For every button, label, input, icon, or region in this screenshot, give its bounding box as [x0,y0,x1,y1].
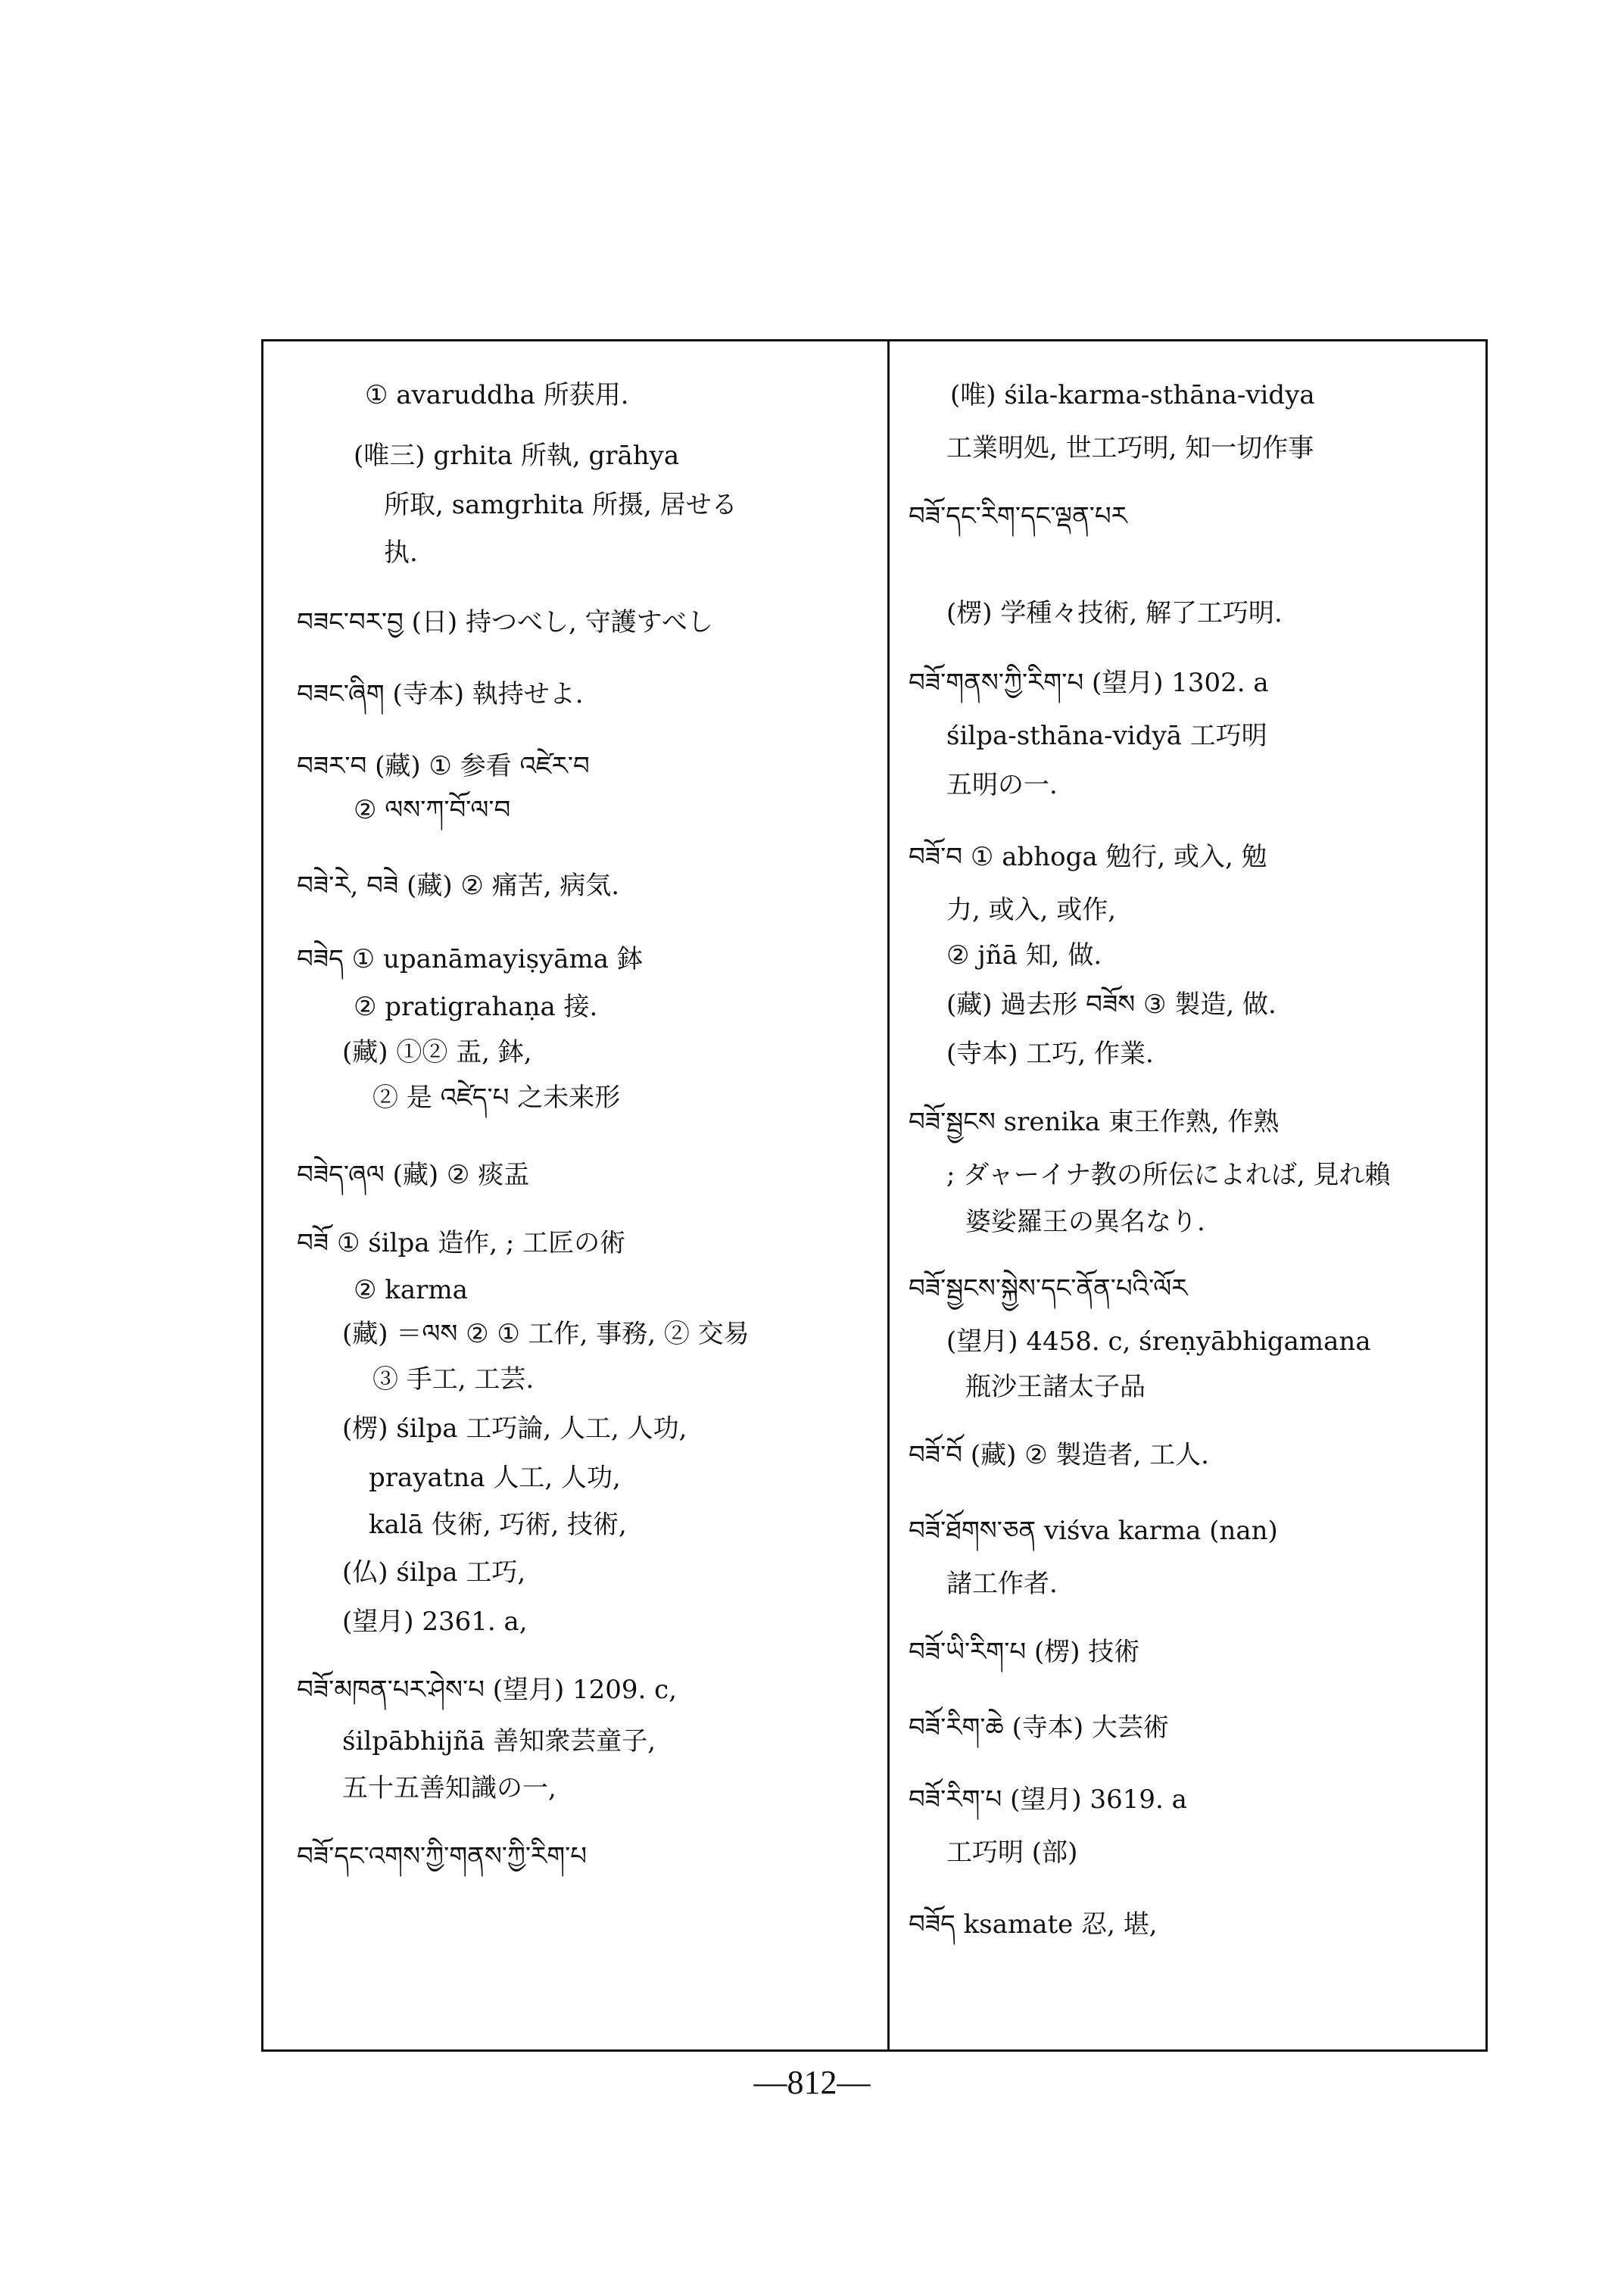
entry-line: (藏) ＝ལས ② ① 工作, 事務, ② 交易 [342,1319,750,1349]
entry-line: བཟོ་རིག་ཆེ (寺本) 大芸術 [909,1713,1169,1743]
page-number: —812— [753,2064,871,2101]
entry-line: བཟེ་རེ, བཟེ (藏) ② 痛苦, 病気. [297,871,620,901]
entry-line: བཟོ་རིག་པ (望月) 3619. a [909,1784,1187,1815]
entry-line: 五明の一. [946,770,1058,800]
entry-line: བཟེད་ཞལ (藏) ② 痰盂 [297,1160,530,1190]
entry-line: བཟོ་སྦྱངས srenika 東王作熟, 作熟 [909,1107,1280,1137]
entry-line: བཟང་ཞིག (寺本) 執持せよ. [297,679,584,709]
entry-line: 工巧明 (部) [946,1837,1078,1868]
entry-line: 婆娑羅王の異名なり. [965,1207,1205,1237]
entry-line: (藏) ①② 盂, 鉢, [342,1037,532,1068]
entry-line: ② pratigrahaṇa 接. [354,992,598,1022]
entry-line: བཟོ་གནས་ཀྱི་རིག་པ (望月) 1302. a [909,668,1269,698]
entry-line: ③ 手工, 工芸. [372,1364,535,1395]
entry-line: ② jñā 知, 做. [946,940,1102,971]
entry-line: 五十五善知識の一, [342,1773,556,1803]
entry-line: བཟོ་ཡི་རིག་པ (楞) 技術 [909,1637,1140,1667]
entry-line: 瓶沙王諸太子品 [965,1372,1146,1402]
entry-line: བཟེད ① upanāmayiṣyāma 鉢 [297,944,643,974]
entry-line: བཟོ་མཁན་པར་ཤེས་པ (望月) 1209. c, [297,1675,678,1705]
column-divider [887,339,890,2052]
entry-line: བཟོ་དང་འགས་ཀྱི་གནས་ཀྱི་རིག་པ [297,1841,588,1872]
entry-line: śilpa-sthāna-vidyā 工巧明 [946,721,1267,751]
entry-line: 所取, samgrhita 所摄, 居せる [384,490,737,520]
entry-line: བཟོ ① śilpa 造作, ; 工匠の術 [297,1228,626,1258]
entry-line: བཟར་བ (藏) ① 参看 འཛེར་བ [297,751,590,781]
entry-line: ② ལས་ཀ་བོ་ལ་བ [354,795,511,825]
entry-line: 工業明処, 世工巧明, 知一切作事 [946,433,1314,463]
entry-line: བཟོ་ཐོགས་ཅན viśva karma (nan) [909,1516,1278,1546]
entry-line: (楞) śilpa 工巧論, 人工, 人功, [342,1413,687,1444]
entry-line: prayatna 人工, 人功, [369,1463,621,1493]
entry-line: 諸工作者. [946,1569,1058,1599]
entry-line: (唯) śila-karma-sthāna-vidya [950,380,1315,410]
entry-line: ② karma [354,1275,468,1305]
entry-line: 力, 或入, 或作, [946,895,1117,925]
entry-line: བཟོ་སྦྱངས་སྐྱེས་དང་ནོན་པའི་ལོར [909,1273,1188,1304]
entry-line: (楞) 学種々技術, 解了工巧明. [946,598,1283,628]
entry-line: ② 是 འཛེད་པ 之未来形 [372,1083,621,1113]
entry-line: (仏) śilpa 工巧, [342,1557,526,1588]
entry-line: (唯三) grhita 所執, grāhya [354,441,680,471]
entry-line: ① avaruddha 所获用. [365,380,629,410]
entry-line: kalā 伎術, 巧術, 技術, [369,1510,627,1540]
entry-line: (望月) 4458. c, śreṇyābhigamana [946,1326,1371,1357]
entry-line: ; ダャーイナ教の所伝によれば, 見れ賴 [946,1160,1391,1190]
entry-line: བཟོ་བ ① abhoga 勉行, 或入, 勉 [909,842,1267,872]
entry-line: 执. [384,538,418,568]
entry-line: བཟོ་དང་རིག་དང་ལྡན་པར [909,501,1127,531]
entry-line: བཟོ་བོ (藏) ② 製造者, 工人. [909,1440,1209,1470]
entry-line: (藏) 過去形 བཟོས ③ 製造, 做. [946,990,1276,1020]
entry-line: (寺本) 工巧, 作業. [946,1039,1154,1069]
entry-line: བཟོད ksamate 忍, 堪, [909,1909,1158,1940]
entry-line: བཟང་བར་བྱ (日) 持つべし, 守護すべし [297,607,713,637]
entry-line: śilpābhijñā 善知衆芸童子, [342,1726,656,1756]
entry-line: (望月) 2361. a, [342,1607,528,1637]
